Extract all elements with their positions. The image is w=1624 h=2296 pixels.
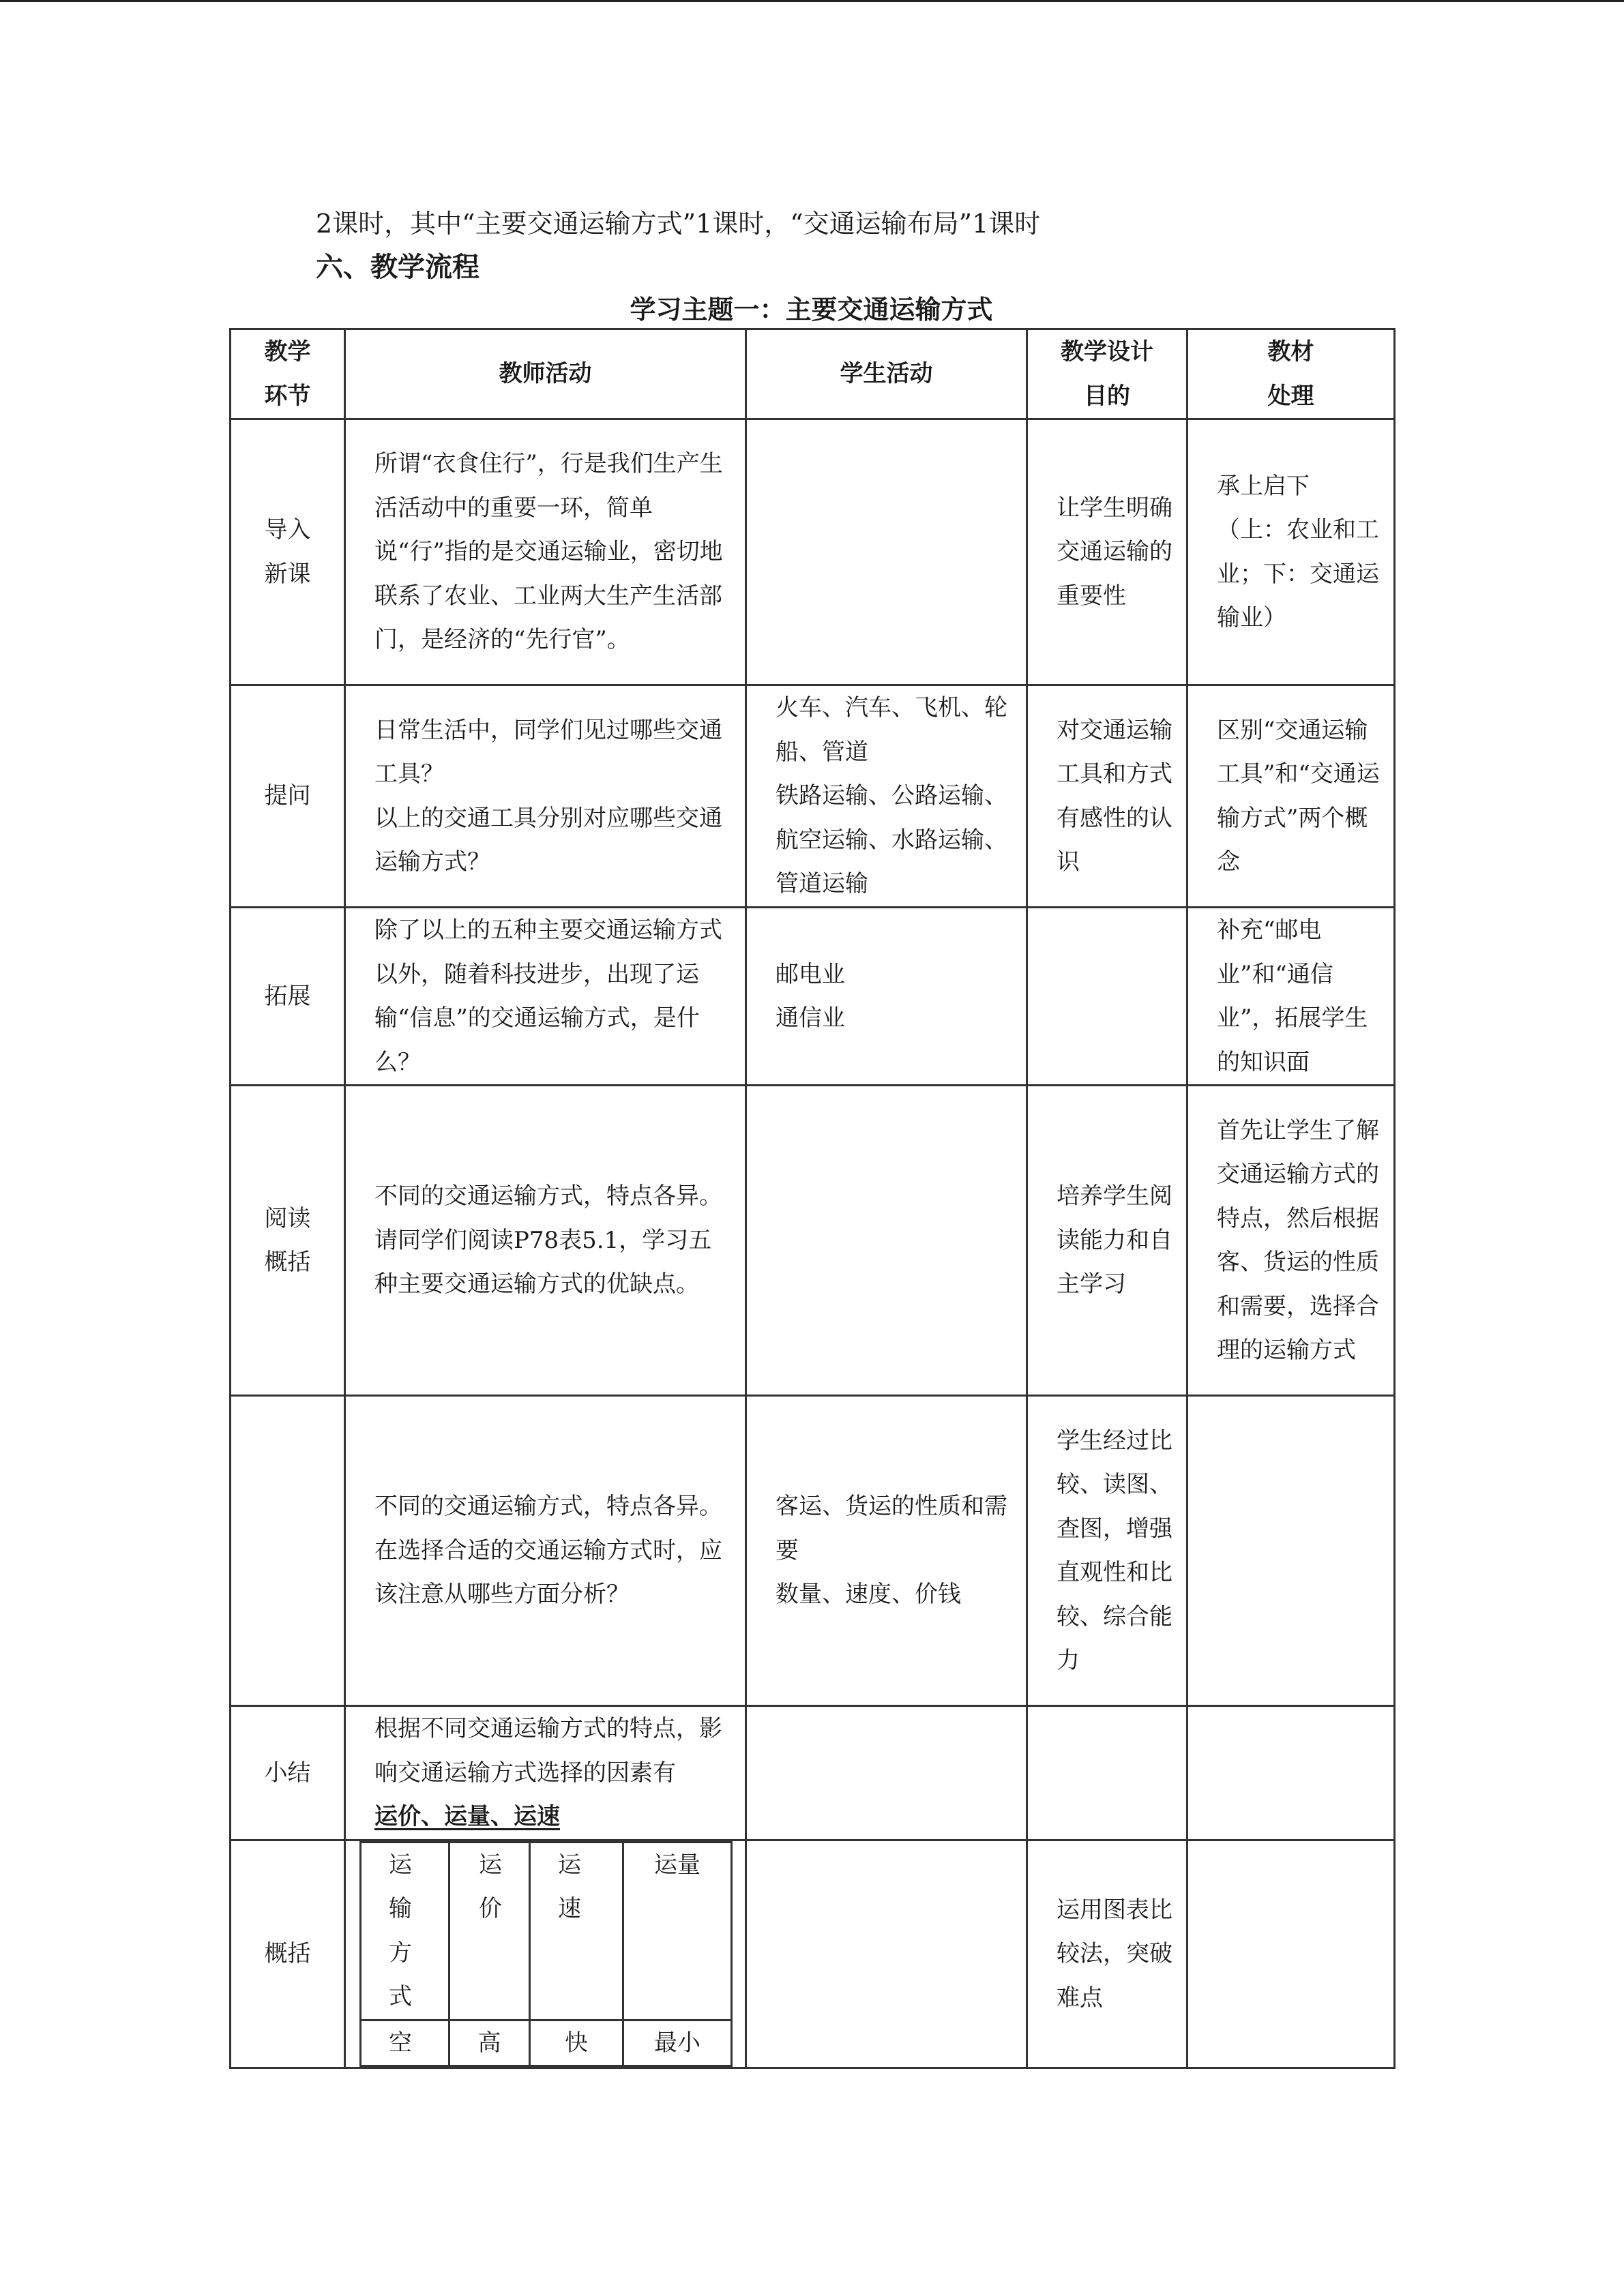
row-stage: 小结 — [231, 1706, 345, 1840]
row-material-handling: 补充“邮电业”和“通信业”，拓展学生的知识面 — [1187, 908, 1395, 1086]
row-student-activity: 火车、汽车、飞机、轮船、管道 铁路运输、公路运输、航空运输、水路运输、管道运输 — [746, 685, 1027, 908]
row-stage: 阅读 概括 — [231, 1086, 345, 1396]
row-student-activity: 客运、货运的性质和需要 数量、速度、价钱 — [746, 1396, 1027, 1706]
header-student-activity: 学生活动 — [746, 329, 1027, 419]
row-student-activity — [746, 1086, 1027, 1396]
header-material-handling: 教材 处理 — [1187, 329, 1395, 419]
row-student-activity — [746, 1840, 1027, 2068]
row-material-handling: 区别“交通运输工具”和“交通运输方式”两个概念 — [1187, 685, 1395, 908]
row-design-purpose: 让学生明确交通运输的重要性 — [1027, 419, 1187, 685]
comparison-cell-mode: 空 — [361, 2020, 449, 2066]
comparison-header-transport-mode: 运输方式 — [361, 1842, 449, 2020]
row-teacher-activity: 不同的交通运输方式，特点各异。在选择合适的交通运输方式时，应该注意从哪些方面分析？ — [345, 1396, 746, 1706]
row-teacher-activity — [345, 1706, 746, 1840]
row-teacher-activity — [345, 1840, 746, 2068]
row-design-purpose: 运用图表比较法，突破难点 — [1027, 1840, 1187, 2068]
row-design-purpose: 学生经过比较、读图、查图，增强直观性和比较、综合能力 — [1027, 1396, 1187, 1706]
row-stage: 概括 — [231, 1840, 345, 2068]
comparison-cell-volume: 最小 — [623, 2020, 732, 2066]
row-design-purpose — [1027, 1706, 1187, 1840]
table-row — [231, 419, 1395, 685]
table-row — [231, 908, 1395, 1086]
summary-factors: 运价、运量、运速 — [374, 1803, 560, 1830]
row-stage — [231, 1396, 345, 1706]
row-teacher-activity: 除了以上的五种主要交通运输方式以外，随着科技进步，出现了运输“信息”的交通运输方式，是什么？ — [345, 908, 746, 1086]
table-row-summary — [231, 1706, 1395, 1840]
summary-text: 根据不同交通运输方式的特点，影响交通运输方式选择的因素有 — [374, 1715, 722, 1787]
row-teacher-activity: 日常生活中，同学们见过哪些交通工具？ 以上的交通工具分别对应哪些交通运输方式？ — [345, 685, 746, 908]
row-design-purpose: 对交通运输工具和方式有感性的认识 — [1027, 685, 1187, 908]
row-student-activity — [746, 1706, 1027, 1840]
row-stage: 导入 新课 — [231, 419, 345, 685]
intro-line: 2课时，其中“主要交通运输方式”1课时，“交通运输布局”1课时 — [316, 209, 1041, 239]
row-design-purpose: 培养学生阅读能力和自主学习 — [1027, 1086, 1187, 1396]
comparison-header-row — [361, 1842, 732, 2020]
row-student-activity: 邮电业 通信业 — [746, 908, 1027, 1086]
table-row — [231, 1086, 1395, 1396]
row-stage: 拓展 — [231, 908, 345, 1086]
comparison-header-speed: 运速 — [530, 1842, 623, 2020]
page-top-border — [0, 0, 1624, 2]
table-row — [231, 1396, 1395, 1706]
row-material-handling — [1187, 1840, 1395, 2068]
table-caption: 学习主题一：主要交通运输方式 — [630, 294, 993, 325]
row-student-activity — [746, 419, 1027, 685]
teaching-flow-table — [229, 328, 1396, 2069]
table-row — [231, 685, 1395, 908]
row-material-handling: 首先让学生了解交通运输方式的特点，然后根据客、货运的性质和需要，选择合理的运输方式 — [1187, 1086, 1395, 1396]
comparison-data-row — [361, 2020, 732, 2066]
table-row-comparison — [231, 1840, 1395, 2068]
section-heading: 六、教学流程 — [316, 251, 479, 283]
header-stage: 教学 环节 — [231, 329, 345, 419]
comparison-cell-speed: 快 — [530, 2020, 623, 2066]
row-material-handling — [1187, 1706, 1395, 1840]
header-design-purpose: 教学设计 目的 — [1027, 329, 1187, 419]
row-design-purpose — [1027, 908, 1187, 1086]
row-teacher-activity: 所谓“衣食住行”，行是我们生产生活活动中的重要一环，简单说“行”指的是交通运输业，密切地联系了农业、工业两大生产生活部门，是经济的“先行官”。 — [345, 419, 746, 685]
table-header-row — [231, 329, 1395, 419]
comparison-table — [359, 1841, 733, 2068]
comparison-header-price: 运价 — [449, 1842, 530, 2020]
header-teacher-activity: 教师活动 — [345, 329, 746, 419]
comparison-cell-price: 高 — [449, 2020, 530, 2066]
row-teacher-activity: 不同的交通运输方式，特点各异。请同学们阅读P78表5.1，学习五种主要交通运输方式的优缺点。 — [345, 1086, 746, 1396]
row-material-handling — [1187, 1396, 1395, 1706]
comparison-header-volume: 运量 — [623, 1842, 732, 2020]
row-stage: 提问 — [231, 685, 345, 908]
row-material-handling: 承上启下 （上：农业和工业；下：交通运输业） — [1187, 419, 1395, 685]
